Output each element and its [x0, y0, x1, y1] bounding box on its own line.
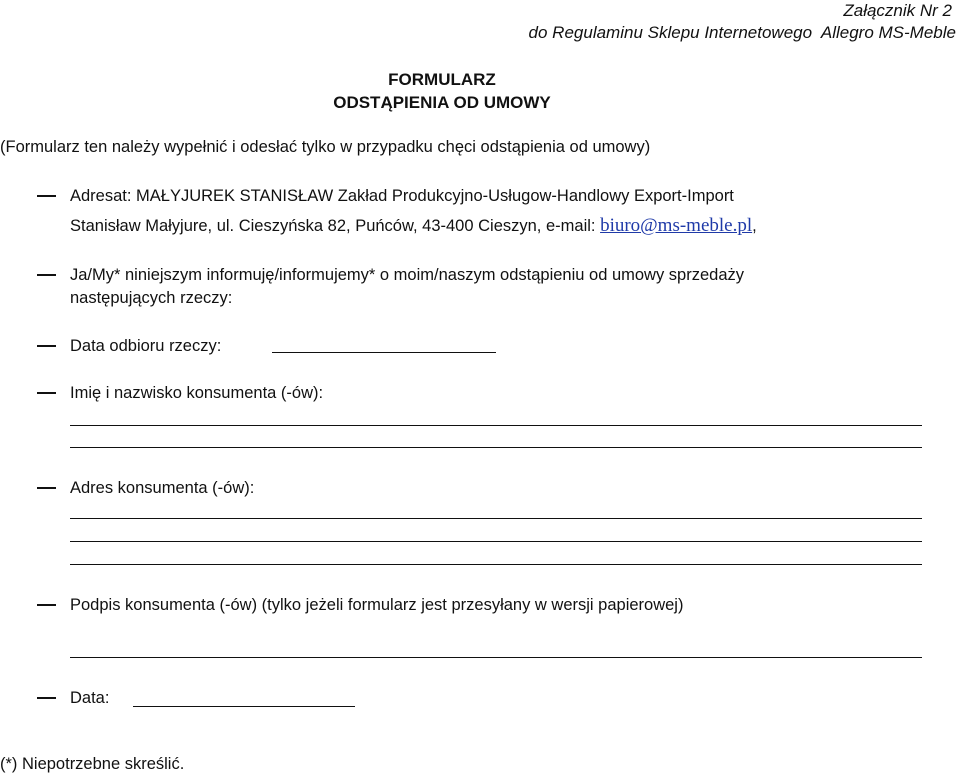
- list-dash: [37, 274, 56, 276]
- consumer-name-field[interactable]: [70, 425, 922, 426]
- regulation-reference: do Regulaminu Sklepu Internetowego Allegro MS-Meble: [528, 23, 956, 42]
- addressee-line-1: Adresat: MAŁYJUREK STANISŁAW Zakład Produkcyjno-Usługow-Handlowy Export-Import: [70, 187, 734, 205]
- date-field[interactable]: [133, 706, 355, 707]
- signature-field[interactable]: [70, 657, 922, 658]
- list-dash: [37, 697, 56, 699]
- list-dash: [37, 345, 56, 347]
- declaration-line-2: następujących rzeczy:: [70, 289, 233, 307]
- consumer-address-label: Adres konsumenta (-ów):: [70, 479, 255, 497]
- list-dash: [37, 604, 56, 606]
- signature-label: Podpis konsumenta (-ów) (tylko jeżeli formularz jest przesyłany w wersji papierowej): [70, 596, 684, 614]
- form-title: FORMULARZ: [388, 70, 496, 89]
- annex-title: Załącznik Nr 2: [843, 1, 952, 20]
- addressee-line-2: [70, 213, 757, 239]
- consumer-name-label: Imię i nazwisko konsumenta (-ów):: [70, 384, 324, 402]
- receipt-date-field[interactable]: [272, 352, 496, 353]
- email-link[interactable]: biuro@ms-meble.pl: [600, 215, 753, 236]
- consumer-address-field[interactable]: [70, 541, 922, 542]
- consumer-address-field[interactable]: [70, 518, 922, 519]
- footnote: (*) Niepotrzebne skreślić.: [0, 755, 185, 773]
- form-subtitle: ODSTĄPIENIA OD UMOWY: [333, 93, 551, 112]
- list-dash: [37, 195, 56, 197]
- date-label: Data:: [70, 689, 110, 707]
- addressee-address: Stanisław Małyjure, ul. Cieszyńska 82, Puńców, 43-400 Cieszyn, e-mail:: [70, 217, 601, 235]
- list-dash: [37, 392, 56, 394]
- consumer-address-field[interactable]: [70, 564, 922, 565]
- consumer-name-field[interactable]: [70, 447, 922, 448]
- email-suffix: ,: [752, 217, 757, 235]
- form-instruction: (Formularz ten należy wypełnić i odesłać tylko w przypadku chęci odstąpienia od umowy): [0, 138, 651, 156]
- declaration-line-1: Ja/My* niniejszym informuję/informujemy* o moim/naszym odstąpieniu od umowy sprzedaży: [70, 266, 745, 284]
- list-dash: [37, 487, 56, 489]
- receipt-date-label: Data odbioru rzeczy:: [70, 337, 222, 355]
